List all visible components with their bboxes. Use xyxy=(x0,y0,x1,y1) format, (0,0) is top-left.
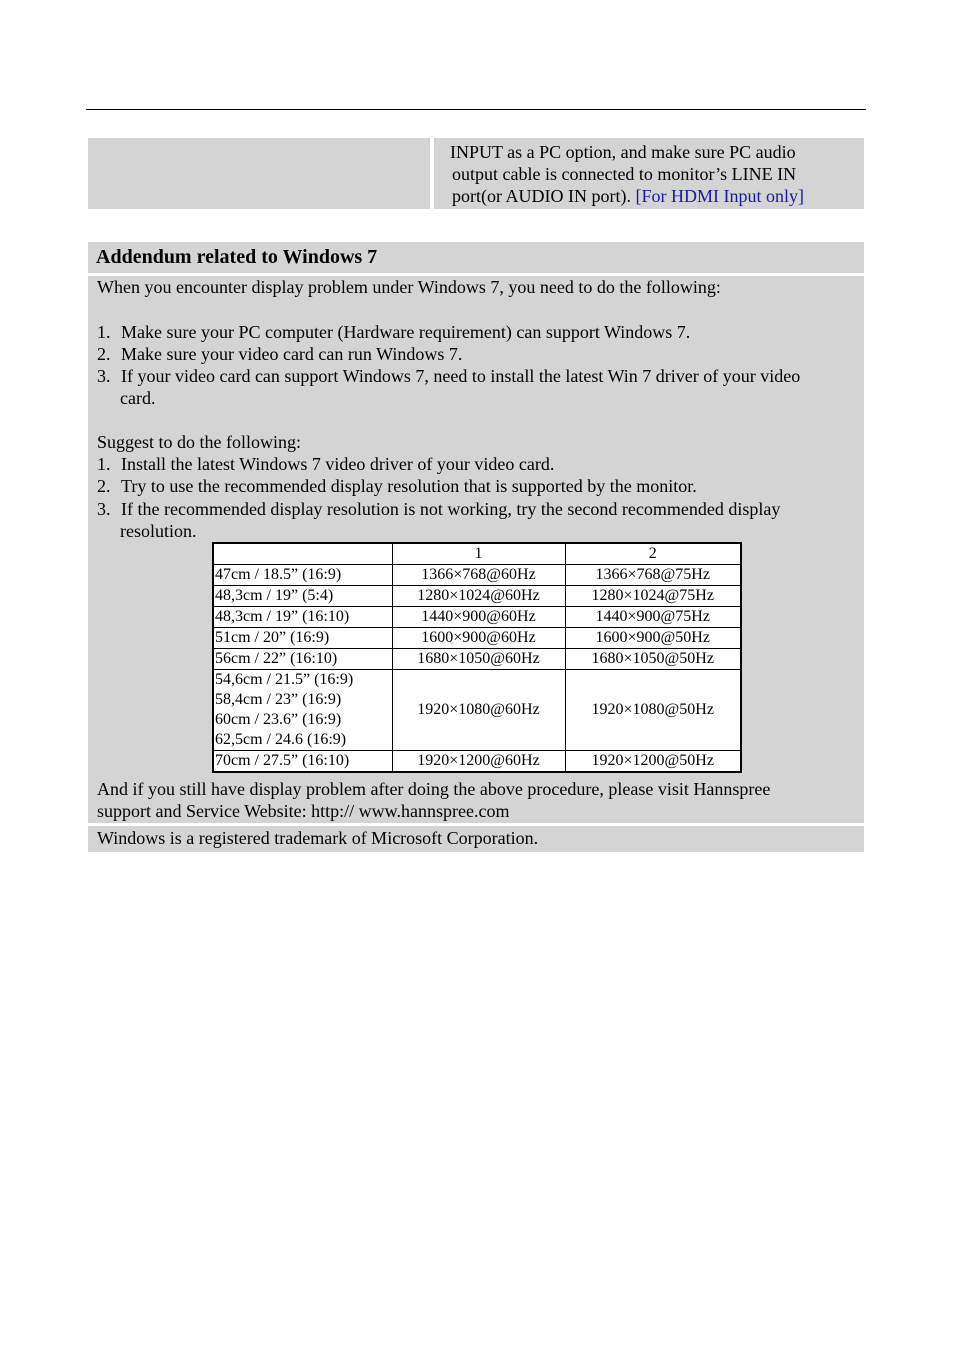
table-header-row xyxy=(213,543,741,565)
closing-line-1: And if you still have display problem after doing the above procedure, please visit Hannspree xyxy=(97,779,771,799)
continued-table-left-cell xyxy=(88,138,430,209)
first-resolution-cell: 1920×1080@60Hz xyxy=(392,670,565,751)
continued-text-line-3 xyxy=(452,185,804,207)
first-resolution-cell: 1440×900@60Hz xyxy=(392,607,565,628)
screen-size-line: 58,4cm / 23” (16:9) xyxy=(215,691,342,708)
suggestion-3-number: 3. xyxy=(97,499,111,519)
first-resolution-cell: 1920×1200@60Hz xyxy=(392,751,565,773)
suggestion-2-text: Try to use the recommended display resolution that is supported by the monitor. xyxy=(121,476,697,496)
suggestion-1-text: Install the latest Windows 7 video driver of your video card. xyxy=(121,454,555,474)
table-header-cell: 2 xyxy=(565,543,741,565)
suggestion-2-number: 2. xyxy=(97,476,111,496)
closing-note-row xyxy=(88,778,864,823)
screen-size-line: 62,5cm / 24.6 (16:9) xyxy=(215,731,347,748)
step-1-text: Make sure your PC computer (Hardware requirement) can support Windows 7. xyxy=(121,322,691,342)
closing-line-2: support and Service Website: http:// www.hannspree.com xyxy=(97,801,510,821)
continued-table-right-cell xyxy=(434,138,864,209)
screen-size-cell: 70cm / 27.5” (16:10) xyxy=(213,751,392,773)
step-2-text: Make sure your video card can run Windows 7. xyxy=(121,344,463,364)
first-resolution-cell: 1366×768@60Hz xyxy=(392,565,565,586)
table-row xyxy=(213,670,741,751)
continued-text-line-3-main: port(or AUDIO IN port). xyxy=(452,186,636,206)
addendum-title: Addendum related to Windows 7 xyxy=(96,246,378,268)
first-resolution-cell: 1680×1050@60Hz xyxy=(392,649,565,670)
step-2-number: 2. xyxy=(97,344,111,364)
table-row xyxy=(213,751,741,773)
second-resolution-cell: 1920×1080@50Hz xyxy=(565,670,741,751)
second-resolution-cell: 1440×900@75Hz xyxy=(565,607,741,628)
table-header-cell xyxy=(213,543,392,565)
trademark-row xyxy=(88,826,864,852)
screen-size-cell: 51cm / 20” (16:9) xyxy=(213,628,392,649)
first-resolution-cell: 1600×900@60Hz xyxy=(392,628,565,649)
trademark-text: Windows is a registered trademark of Microsoft Corporation. xyxy=(97,828,539,848)
screen-size-line: 54,6cm / 21.5” (16:9) xyxy=(215,671,354,688)
suggestion-3-text-line-2: resolution. xyxy=(120,521,197,541)
screen-size-line: 60cm / 23.6” (16:9) xyxy=(215,711,342,728)
table-row xyxy=(213,565,741,586)
header-rule xyxy=(86,109,866,110)
continued-text-line-1: INPUT as a PC option, and make sure PC audio xyxy=(450,142,796,162)
second-resolution-cell: 1600×900@50Hz xyxy=(565,628,741,649)
screen-size-cell: 56cm / 22” (16:10) xyxy=(213,649,392,670)
screen-size-cell xyxy=(213,670,392,751)
suggestion-1-number: 1. xyxy=(97,454,111,474)
hdmi-note: [For HDMI Input only] xyxy=(635,186,804,206)
table-row xyxy=(213,586,741,607)
screen-size-cell: 48,3cm / 19” (5:4) xyxy=(213,586,392,607)
continued-text-line-2: output cable is connected to monitor’s LINE IN xyxy=(452,164,797,184)
suggestion-3-text-line-1: If the recommended display resolution is not working, try the second recommended display xyxy=(121,499,781,519)
suggest-heading: Suggest to do the following: xyxy=(97,432,301,452)
table-row xyxy=(213,649,741,670)
table-header-cell: 1 xyxy=(392,543,565,565)
second-resolution-cell: 1366×768@75Hz xyxy=(565,565,741,586)
addendum-heading-row xyxy=(88,242,864,273)
step-3-text-line-1: If your video card can support Windows 7, need to install the latest Win 7 driver of your video xyxy=(121,366,801,386)
second-resolution-cell: 1920×1200@50Hz xyxy=(565,751,741,773)
step-3-number: 3. xyxy=(97,366,111,386)
step-1-number: 1. xyxy=(97,322,111,342)
continued-table xyxy=(88,138,864,209)
second-resolution-cell: 1680×1050@50Hz xyxy=(565,649,741,670)
step-3-text-line-2: card. xyxy=(120,388,156,408)
resolution-table xyxy=(212,542,742,773)
table-row xyxy=(213,607,741,628)
screen-size-cell: 47cm / 18.5” (16:9) xyxy=(213,565,392,586)
second-resolution-cell: 1280×1024@75Hz xyxy=(565,586,741,607)
intro-text: When you encounter display problem under Windows 7, you need to do the following: xyxy=(97,277,721,297)
screen-size-cell: 48,3cm / 19” (16:10) xyxy=(213,607,392,628)
first-resolution-cell: 1280×1024@60Hz xyxy=(392,586,565,607)
table-row xyxy=(213,628,741,649)
